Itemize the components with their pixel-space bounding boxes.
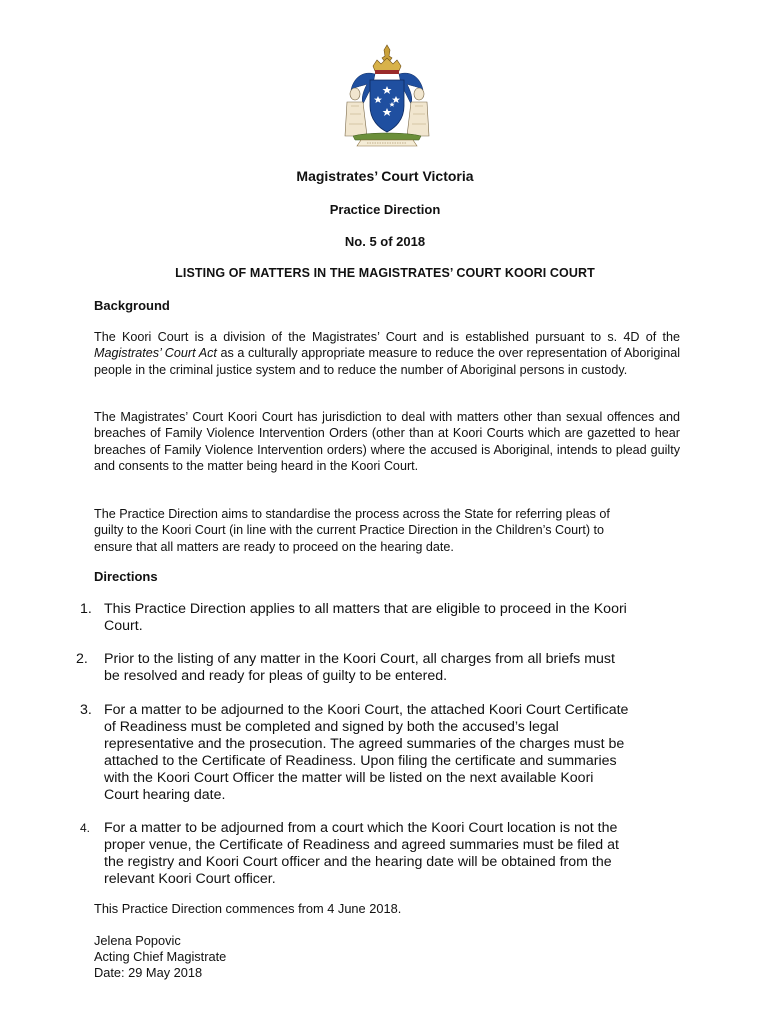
signature-date: Date: 29 May 2018 bbox=[94, 965, 203, 980]
paragraph-line: The Practice Direction aims to standardise the process across the State for referring pleas of bbox=[94, 507, 610, 521]
item-number: 4. bbox=[80, 821, 91, 835]
coat-of-arms-emblem bbox=[337, 44, 437, 152]
court-name: Magistrates’ Court Victoria bbox=[296, 168, 474, 184]
item-text bbox=[104, 651, 684, 685]
paragraph-line: ensure that all matters are ready to proceed on the hearing date. bbox=[94, 539, 454, 554]
background-paragraph-3 bbox=[94, 506, 680, 555]
item-line: For a matter to be adjourned to the Koori Court, the attached Koori Court Certificate bbox=[104, 702, 629, 718]
item-line: of Readiness must be completed and signed by both the accused’s legal bbox=[104, 718, 559, 735]
item-line: Court. bbox=[104, 617, 143, 634]
signature-block bbox=[94, 933, 226, 981]
document-type: Practice Direction bbox=[329, 202, 441, 217]
item-number: 1. bbox=[80, 601, 92, 617]
background-paragraph-2: The Magistrates’ Court Koori Court has jurisdiction to deal with matters other than sexual offences and breaches of Family Violence Intervention Orders (other than at Koori Courts which are gazetted to hear breaches of Family Violence Intervention orders) where the accused is Aboriginal, intends to plead guilty and consents to the matter being heard in the Koori Court. bbox=[94, 410, 680, 474]
item-line: the registry and Koori Court officer and the hearing date will be obtained from the bbox=[104, 853, 612, 870]
background-paragraph-1 bbox=[94, 329, 680, 378]
item-line: Court hearing date. bbox=[104, 786, 226, 803]
document-subject: LISTING OF MATTERS IN THE MAGISTRATES’ COURT KOORI COURT bbox=[175, 266, 595, 280]
item-line: For a matter to be adjourned from a court which the Koori Court location is not the bbox=[104, 820, 618, 836]
directions-heading: Directions bbox=[94, 569, 158, 584]
item-line: be resolved and ready for pleas of guilty to be entered. bbox=[104, 667, 448, 684]
act-name: Magistrates’ Court Act bbox=[94, 346, 217, 361]
item-line: proper venue, the Certificate of Readiness and agreed summaries must be filed at bbox=[104, 836, 619, 853]
item-line: relevant Koori Court officer. bbox=[104, 870, 276, 887]
paragraph-line: guilty to the Koori Court (in line with the current Practice Direction in the Children’s Court) to bbox=[94, 523, 605, 538]
item-line: attached to the Certificate of Readiness. Upon filing the certificate and summaries bbox=[104, 752, 617, 769]
background-p1-end: as a culturally appropriate measure to reduce the over representation of Aboriginal people in the criminal justice system and to reduce the number of Aboriginal persons in custody. bbox=[94, 346, 681, 377]
item-line: Prior to the listing of any matter in the Koori Court, all charges from all briefs must bbox=[104, 651, 615, 667]
item-line: with the Koori Court Officer the matter will be listed on the next available Koori bbox=[104, 769, 594, 786]
item-number: 2. bbox=[76, 651, 88, 667]
background-p1-start: The Koori Court is a division of the Magistrates’ Court and is established pursuant to s. 4D of the bbox=[94, 330, 680, 344]
item-line: representative and the prosecution. The agreed summaries of the charges must be bbox=[104, 735, 625, 752]
signatory-title: Acting Chief Magistrate bbox=[94, 949, 227, 964]
commencement-statement: This Practice Direction commences from 4 June 2018. bbox=[94, 901, 402, 916]
background-heading: Background bbox=[94, 298, 170, 313]
signatory-name: Jelena Popovic bbox=[94, 933, 181, 948]
document-number: No. 5 of 2018 bbox=[344, 234, 426, 249]
item-line: This Practice Direction applies to all matters that are eligible to proceed in the Koori bbox=[104, 601, 627, 617]
item-text bbox=[104, 601, 684, 635]
item-number: 3. bbox=[80, 702, 92, 718]
item-text bbox=[104, 820, 684, 888]
item-text bbox=[104, 702, 684, 803]
